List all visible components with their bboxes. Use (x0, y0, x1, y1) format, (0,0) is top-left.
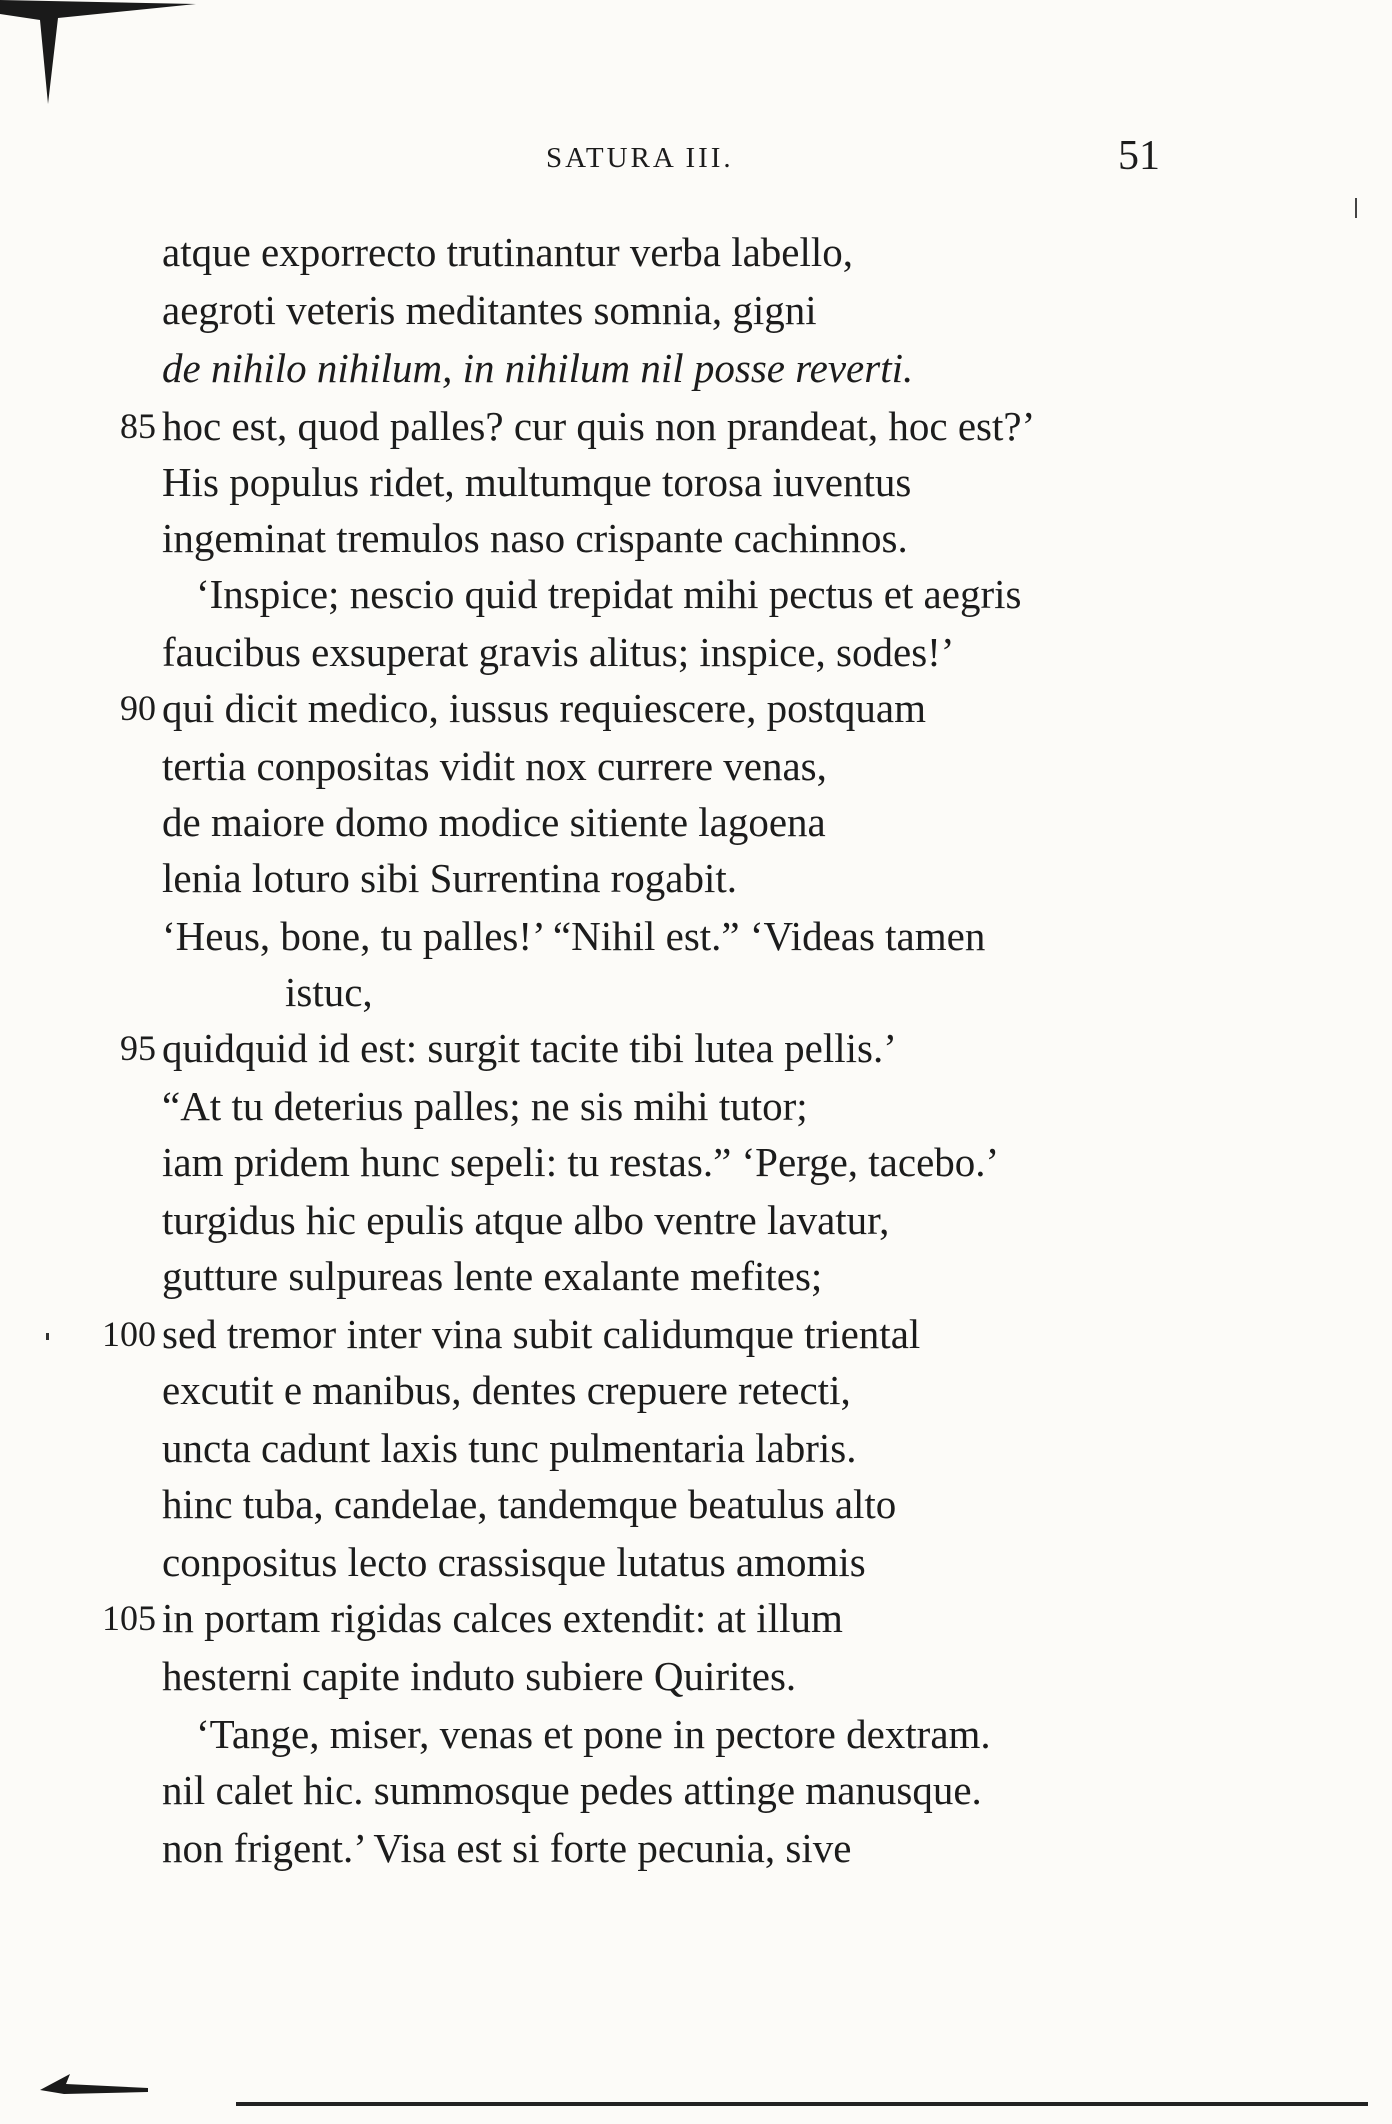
bottom-pointer-mark (40, 2068, 150, 2098)
line-number: 100 (102, 1314, 156, 1354)
verse-line: hoc est, quod palles? cur quis non prandeat, hoc est?’ (162, 403, 1036, 449)
verse-line: quidquid id est: surgit tacite tibi lutea pellis.’ (162, 1025, 897, 1071)
bottom-rule (236, 2102, 1368, 2106)
verse-line-continuation: istuc, (285, 969, 373, 1015)
verse-line: ‘Tange, miser, venas et pone in pectore dextram. (196, 1711, 991, 1757)
verse-line: ingeminat tremulos naso crispante cachinnos. (162, 515, 908, 561)
verse-line: tertia conpositas vidit nox currere venas, (162, 743, 827, 789)
verse-line: atque exporrecto trutinantur verba labello, (162, 229, 854, 275)
verse-line: nil calet hic. summosque pedes attinge manusque. (162, 1767, 982, 1813)
verse-line: faucibus exsuperat gravis alitus; inspice, sodes!’ (162, 629, 955, 675)
line-number: 105 (102, 1598, 156, 1638)
verse-line: qui dicit medico, iussus requiescere, postquam (162, 685, 927, 731)
verse-line: turgidus hic epulis atque albo ventre lavatur, (162, 1197, 890, 1243)
verse-line: excutit e manibus, dentes crepuere retecti, (162, 1367, 851, 1413)
verse-line: de nihilo nihilum, in nihilum nil posse reverti. (162, 345, 914, 391)
verse-line: iam pridem hunc sepeli: tu restas.” ‘Perge, tacebo.’ (162, 1139, 1000, 1185)
verse-line: ‘Heus, bone, tu palles!’ “Nihil est.” ‘Videas tamen (162, 913, 986, 959)
verse-line: His populus ridet, multumque torosa iuventus (162, 459, 912, 505)
verse-line: in portam rigidas calces extendit: at illum (162, 1595, 843, 1641)
line-number: 85 (120, 406, 156, 446)
running-header-title: SATURA III. (546, 142, 734, 174)
verse-line: non frigent.’ Visa est si forte pecunia, sive (162, 1825, 852, 1871)
stray-mark (46, 1333, 49, 1340)
verse-line: de maiore domo modice sitiente lagoena (162, 799, 826, 845)
verse-line: aegroti veteris meditantes somnia, gigni (162, 287, 817, 333)
line-number: 90 (120, 688, 156, 728)
page-number: 51 (1118, 133, 1160, 179)
verse-line: lenia loturo sibi Surrentina rogabit. (162, 855, 738, 901)
verse-line: hesterni capite induto subiere Quirites. (162, 1653, 797, 1699)
verse-line: sed tremor inter vina subit calidumque triental (162, 1311, 921, 1357)
verse-line: gutture sulpureas lente exalante mefites; (162, 1253, 823, 1299)
line-number: 95 (120, 1028, 156, 1068)
verse-line: “At tu deterius palles; ne sis mihi tutor; (162, 1083, 808, 1129)
verse-line: conpositus lecto crassisque lutatus amomis (162, 1539, 866, 1585)
corner-wedge-mark (0, 0, 200, 110)
margin-tick (1355, 198, 1357, 218)
verse-line: ‘Inspice; nescio quid trepidat mihi pectus et aegris (196, 571, 1022, 617)
verse-line: uncta cadunt laxis tunc pulmentaria labris. (162, 1425, 857, 1471)
verse-line: hinc tuba, candelae, tandemque beatulus alto (162, 1481, 897, 1527)
